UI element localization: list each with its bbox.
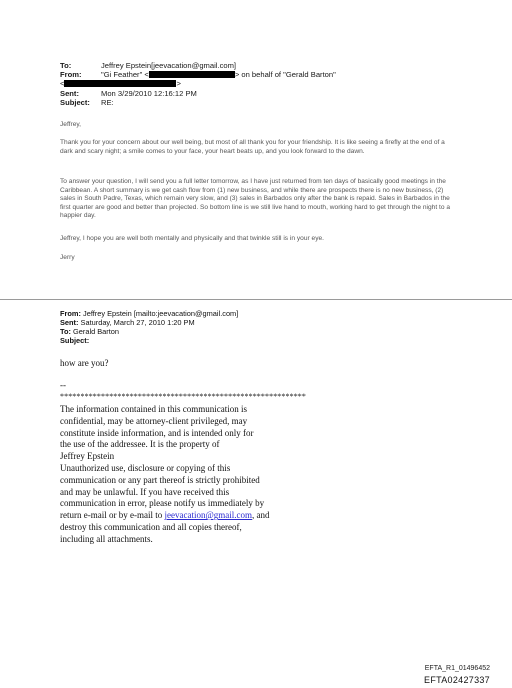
email1-sent-line — [60, 89, 197, 98]
disclaimer-line: Unauthorized use, disclosure or copying of this — [60, 462, 231, 473]
disclaimer-line: constitute inside information, and is intended only for — [60, 427, 254, 438]
document-id-secondary: EFTA02427337 — [424, 675, 490, 685]
email2-to-line — [60, 327, 119, 336]
disclaimer-block — [60, 404, 269, 546]
from-value: Jeffrey Epstein [mailto:jeevacation@gmail.com] — [83, 309, 239, 318]
disclaimer-text: return e-mail or by e-mail to — [60, 510, 165, 521]
paragraph-2: To answer your question, I will send you a full letter tomorrow, as I have just returned from ten days of basically good meetings in the Caribbean. A short summary is we get cash flow from (1) new business, and while there are prospects there is no new business, (2) sales in South Padre, Texas, which remain very slow, and (3) sales in Barbados only after the bank is repaid. Sales in Barbados in the first quarter are good and better than projected. So bottom line is we still live hand to mouth, working hard to get through the night to a happier day. — [60, 178, 450, 220]
from-line2-start: < — [60, 79, 65, 88]
email1-from-line2 — [60, 79, 181, 88]
email1-subject-line — [60, 98, 114, 107]
sig-dash: -- — [60, 380, 66, 390]
subject-label: Subject: — [60, 336, 90, 345]
subject-value: RE: — [101, 98, 114, 107]
disclaimer-line: destroy this communication and all copies thereof, — [60, 521, 242, 532]
signature: Jerry — [60, 254, 75, 261]
to-label: To: — [60, 327, 71, 336]
to-value: Gerald Barton — [73, 327, 120, 336]
email2-sent-line — [60, 318, 195, 327]
paragraph-1: Thank you for your concern about our well being, but most of all thank you for your friendship. It is like seeing a firefly at the end of a dark and scary night; a smile comes to your face, your heart beats up, and you look forward to the dawn. — [60, 139, 445, 155]
from-label: From: — [60, 70, 82, 79]
disclaimer-line: communication or any part thereof is strictly prohibited — [60, 474, 260, 485]
from-label: From: — [60, 309, 81, 318]
email1-from-line — [60, 70, 336, 79]
separator-line — [0, 299, 512, 300]
disclaimer-line: Jeffrey Epstein — [60, 451, 115, 462]
disclaimer-line: and may be unlawful. If you have received this — [60, 486, 230, 497]
stars-line: ************************************************************ — [60, 392, 306, 401]
disclaimer-line — [60, 510, 269, 522]
disclaimer-line: The information contained in this communication is — [60, 404, 247, 414]
to-label: To: — [60, 61, 72, 70]
email2-from-line — [60, 309, 238, 318]
disclaimer-line: confidential, may be attorney-client privileged, may — [60, 415, 248, 426]
greeting: Jeffrey, — [60, 121, 82, 128]
email2-subject-line — [60, 336, 89, 345]
redaction-box — [64, 80, 176, 87]
disclaimer-line: communication in error, please notify us immediately by — [60, 498, 265, 509]
redaction-box — [149, 71, 235, 78]
from-value-end: > on behalf of "Gerald Barton" — [234, 70, 336, 79]
from-value-start: "Gi Feather" < — [101, 70, 149, 79]
to-value: Jeffrey Epstein[jeevacation@gmail.com] — [101, 61, 237, 70]
email-link[interactable]: jeevacation@gmail.com — [164, 510, 252, 521]
sent-label: Sent: — [60, 318, 79, 327]
from-line2-end: > — [176, 79, 181, 88]
sent-label: Sent: — [60, 89, 79, 98]
subject-label: Subject: — [60, 98, 90, 107]
disclaimer-line: including all attachments. — [60, 533, 153, 544]
email1-to-line — [60, 61, 236, 70]
disclaimer-text: , and — [251, 510, 270, 521]
paragraph-3: Jeffrey, I hope you are well both mentally and physically and that twinkle still is in your eye. — [60, 235, 325, 242]
sent-value: Mon 3/29/2010 12:16:12 PM — [101, 89, 197, 98]
email2-body: how are you? — [60, 358, 109, 368]
sent-value: Saturday, March 27, 2010 1:20 PM — [80, 318, 195, 327]
disclaimer-line: the use of the addressee. It is the property of — [60, 439, 220, 450]
document-id-primary: EFTA_R1_01496452 — [424, 665, 490, 672]
